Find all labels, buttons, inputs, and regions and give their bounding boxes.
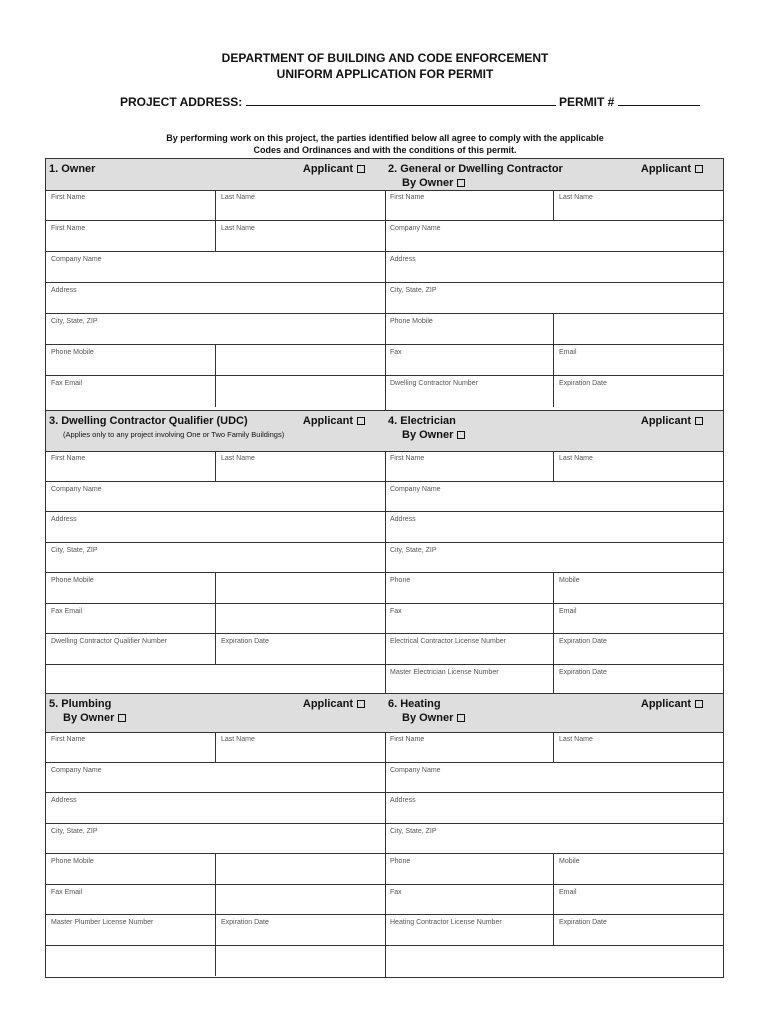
dwelling-qualifier-section: [46, 411, 386, 694]
owner-phone-mobile-field[interactable]: Phone Mobile: [46, 345, 216, 375]
general-contractor-row: [385, 376, 723, 407]
dwelling-qualifier-row: [46, 573, 385, 604]
general-contractor-row: [385, 283, 723, 314]
heating-fax-field[interactable]: Fax: [385, 885, 554, 915]
owner-fax-email-field[interactable]: Fax Email: [46, 376, 216, 407]
owner-last-name-field[interactable]: Last Name: [221, 225, 255, 232]
plumbing-fax-email-field[interactable]: Fax Email: [46, 885, 216, 915]
heating-row: [385, 763, 723, 794]
electrician-by-owner-checkbox[interactable]: [457, 431, 465, 439]
dwelling-qualifier-blank-field[interactable]: [46, 665, 385, 696]
heating-applicant-label: Applicant: [640, 698, 691, 710]
heating-by-owner-label: By Owner: [402, 712, 454, 724]
dwelling-qualifier-header: [46, 411, 385, 452]
heating-by-owner: [402, 711, 465, 725]
section-grid-1: [45, 158, 724, 411]
dwelling-qualifier-row: [46, 482, 385, 513]
section-grid-2: [45, 410, 724, 695]
heating-row: [385, 946, 723, 977]
owner-row: [46, 283, 385, 314]
section-grid-3: [45, 693, 724, 978]
heating-row: [385, 732, 723, 763]
heating-company-name-field[interactable]: Company Name: [390, 766, 441, 774]
plumbing-address-field[interactable]: Address: [51, 797, 77, 804]
general-contractor-company-name-field[interactable]: Company Name: [390, 225, 441, 232]
electrician-address-field[interactable]: Address: [390, 516, 416, 523]
plumbing-row: [46, 854, 385, 885]
general-contractor-row: [385, 252, 723, 283]
heating-by-owner-checkbox[interactable]: [457, 714, 465, 722]
plumbing-section: [46, 694, 386, 977]
dwelling-qualifier-expiration-date-field[interactable]: Expiration Date: [221, 638, 269, 645]
project-address-field[interactable]: [246, 94, 556, 106]
general-contractor-applicant-label: Applicant: [640, 163, 691, 175]
general-contractor-expiration-date-field[interactable]: Expiration Date: [559, 380, 607, 387]
heating-title: 6. Heating: [388, 698, 441, 710]
heating-expiration-date-field[interactable]: Expiration Date: [559, 919, 607, 926]
electrician-row: [385, 512, 723, 543]
owner-row: [46, 190, 385, 221]
owner-address-field[interactable]: Address: [51, 287, 77, 294]
owner-title: 1. Owner: [49, 163, 96, 175]
general-contractor-city-state-zip-field[interactable]: City, State, ZIP: [390, 287, 437, 294]
heating-blank-field[interactable]: [385, 946, 723, 977]
general-contractor-fax-field[interactable]: Fax: [385, 345, 554, 375]
dwelling-qualifier-blank-field[interactable]: [216, 573, 385, 603]
plumbing-by-owner-label: By Owner: [63, 712, 115, 724]
electrician-by-owner-label: By Owner: [402, 429, 454, 441]
owner-section: [46, 159, 386, 410]
heating-row: [385, 915, 723, 946]
form-title: DEPARTMENT OF BUILDING AND CODE ENFORCEMENT: [221, 51, 549, 65]
owner-company-name-field[interactable]: Company Name: [51, 256, 102, 263]
project-address-label: PROJECT ADDRESS:: [120, 95, 243, 109]
plumbing-row: [46, 915, 385, 946]
dwelling-qualifier-fax-email-field[interactable]: Fax Email: [46, 604, 216, 634]
form-subtitle: UNIFORM APPLICATION FOR PERMIT: [276, 67, 494, 81]
electrician-applicant-checkbox[interactable]: [695, 417, 703, 425]
owner-last-name-field[interactable]: Last Name: [221, 194, 255, 201]
project-address-line: [120, 94, 720, 109]
dwelling-qualifier-city-state-zip-field[interactable]: City, State, ZIP: [51, 546, 98, 554]
electrician-by-owner: [402, 428, 465, 442]
plumbing-by-owner: [63, 711, 126, 725]
electrician-applicant-label: Applicant: [640, 415, 691, 427]
plumbing-first-name-field[interactable]: First Name: [46, 732, 216, 762]
owner-city-state-zip-field[interactable]: City, State, ZIP: [51, 318, 98, 325]
plumbing-row: [46, 824, 385, 855]
permit-number-label: PERMIT #: [558, 95, 615, 109]
electrician-row: [385, 634, 723, 665]
owner-row: [46, 252, 385, 283]
electrician-expiration-date-field[interactable]: Expiration Date: [559, 668, 607, 676]
plumbing-city-state-zip-field[interactable]: City, State, ZIP: [51, 827, 98, 835]
plumbing-phone-mobile-field[interactable]: Phone Mobile: [46, 854, 216, 884]
owner-first-name-field[interactable]: First Name: [46, 190, 216, 220]
general-contractor-by-owner-checkbox[interactable]: [457, 179, 465, 187]
plumbing-row: [46, 732, 385, 763]
dwelling-qualifier-row: [46, 665, 385, 696]
general-contractor-blank-field[interactable]: [554, 314, 723, 344]
dwelling-qualifier-applicant-checkbox[interactable]: [357, 417, 365, 425]
general-contractor-first-name-field[interactable]: First Name: [385, 190, 554, 220]
dwelling-qualifier-note: (Applies only to any project involving One or Two Family Buildings): [63, 430, 285, 439]
general-contractor-title: 2. General or Dwelling Contractor: [388, 163, 563, 175]
plumbing-blank-field[interactable]: [46, 946, 216, 977]
plumbing-blank-field[interactable]: [216, 946, 385, 977]
heating-applicant: [641, 697, 703, 711]
electrician-fax-field[interactable]: Fax: [385, 604, 554, 634]
general-contractor-row: [385, 345, 723, 376]
owner-applicant-label: Applicant: [302, 163, 353, 175]
electrician-applicant: [641, 414, 703, 428]
plumbing-title: 5. Plumbing: [49, 698, 112, 710]
dwelling-qualifier-blank-field[interactable]: [216, 604, 385, 634]
dwelling-qualifier-company-name-field[interactable]: Company Name: [51, 485, 102, 493]
heating-heating-contractor-license-number-field[interactable]: Heating Contractor License Number: [385, 915, 554, 945]
general-contractor-dwelling-contractor-number-field[interactable]: Dwelling Contractor Number: [385, 376, 554, 407]
dwelling-qualifier-row: [46, 543, 385, 574]
dwelling-qualifier-dwelling-contractor-qualifier-number-field[interactable]: Dwelling Contractor Qualifier Number: [46, 634, 216, 664]
heating-city-state-zip-field[interactable]: City, State, ZIP: [390, 827, 437, 835]
general-contractor-header: [385, 159, 723, 191]
heating-row: [385, 885, 723, 916]
general-contractor-applicant-checkbox[interactable]: [695, 165, 703, 173]
owner-header: [46, 159, 385, 191]
electrician-row: [385, 573, 723, 604]
plumbing-expiration-date-field[interactable]: Expiration Date: [221, 919, 269, 926]
electrician-company-name-field[interactable]: Company Name: [390, 485, 441, 493]
general-contractor-by-owner-label: By Owner: [402, 177, 454, 189]
dwelling-qualifier-phone-mobile-field[interactable]: Phone Mobile: [46, 573, 216, 603]
plumbing-row: [46, 946, 385, 977]
dwelling-qualifier-row: [46, 604, 385, 635]
plumbing-blank-field[interactable]: [216, 885, 385, 915]
dwelling-qualifier-address-field[interactable]: Address: [51, 516, 77, 523]
intro-text-line1: By performing work on this project, the parties identified below all agree to comply with the applicable: [166, 133, 604, 143]
owner-row: [46, 221, 385, 252]
heating-section: [385, 694, 723, 977]
electrician-row: [385, 482, 723, 513]
plumbing-blank-field[interactable]: [216, 854, 385, 884]
electrician-mobile-field[interactable]: Mobile: [559, 577, 580, 584]
owner-first-name-field[interactable]: First Name: [46, 221, 216, 251]
electrician-header: [385, 411, 723, 452]
owner-row: [46, 345, 385, 376]
plumbing-last-name-field[interactable]: Last Name: [221, 736, 255, 743]
general-contractor-applicant: [641, 162, 703, 176]
general-contractor-phone-mobile-field[interactable]: Phone Mobile: [385, 314, 554, 344]
general-contractor-by-owner: [402, 176, 465, 190]
general-contractor-row: [385, 190, 723, 221]
plumbing-applicant: [303, 697, 365, 711]
general-contractor-address-field[interactable]: Address: [390, 256, 416, 263]
plumbing-master-plumber-license-number-field[interactable]: Master Plumber License Number: [46, 915, 216, 945]
electrician-row: [385, 665, 723, 696]
heating-address-field[interactable]: Address: [390, 797, 416, 804]
electrician-row: [385, 451, 723, 482]
dwelling-qualifier-row: [46, 512, 385, 543]
electrician-email-field[interactable]: Email: [559, 607, 577, 615]
plumbing-by-owner-checkbox[interactable]: [118, 714, 126, 722]
owner-applicant-checkbox[interactable]: [357, 165, 365, 173]
electrician-last-name-field[interactable]: Last Name: [559, 455, 593, 462]
owner-row: [46, 314, 385, 345]
electrician-master-electrician-license-number-field[interactable]: Master Electrician License Number: [385, 665, 554, 696]
heating-row: [385, 824, 723, 855]
dwelling-qualifier-first-name-field[interactable]: First Name: [46, 451, 216, 481]
electrician-phone-field[interactable]: Phone: [385, 573, 554, 603]
dwelling-qualifier-applicant-label: Applicant: [302, 415, 353, 427]
electrician-city-state-zip-field[interactable]: City, State, ZIP: [390, 546, 437, 554]
dwelling-qualifier-row: [46, 451, 385, 482]
general-contractor-last-name-field[interactable]: Last Name: [559, 194, 593, 201]
electrician-first-name-field[interactable]: First Name: [385, 451, 554, 481]
electrician-title: 4. Electrician: [388, 415, 456, 427]
dwelling-qualifier-title: 3. Dwelling Contractor Qualifier (UDC): [49, 415, 248, 427]
heating-mobile-field[interactable]: Mobile: [559, 858, 580, 865]
dwelling-qualifier-last-name-field[interactable]: Last Name: [221, 455, 255, 462]
electrician-section: [385, 411, 723, 694]
plumbing-header: [46, 694, 385, 733]
heating-applicant-checkbox[interactable]: [695, 700, 703, 708]
plumbing-row: [46, 793, 385, 824]
dwelling-qualifier-applicant: [303, 414, 365, 428]
plumbing-row: [46, 763, 385, 794]
intro-text-line2: Codes and Ordinances and with the conditions of this permit.: [253, 145, 517, 155]
heating-row: [385, 793, 723, 824]
general-contractor-email-field[interactable]: Email: [559, 349, 577, 356]
heating-phone-field[interactable]: Phone: [385, 854, 554, 884]
heating-row: [385, 854, 723, 885]
plumbing-applicant-checkbox[interactable]: [357, 700, 365, 708]
owner-blank-field[interactable]: [216, 376, 385, 407]
general-contractor-section: [385, 159, 723, 410]
heating-email-field[interactable]: Email: [559, 888, 577, 896]
electrician-row: [385, 543, 723, 574]
heating-first-name-field[interactable]: First Name: [385, 732, 554, 762]
owner-applicant: [303, 162, 365, 176]
electrician-expiration-date-field[interactable]: Expiration Date: [559, 638, 607, 645]
general-contractor-row: [385, 314, 723, 345]
owner-blank-field[interactable]: [216, 345, 385, 375]
plumbing-row: [46, 885, 385, 916]
heating-header: [385, 694, 723, 733]
owner-row: [46, 376, 385, 407]
electrician-row: [385, 604, 723, 635]
heating-last-name-field[interactable]: Last Name: [559, 736, 593, 743]
general-contractor-row: [385, 221, 723, 252]
electrician-electrical-contractor-license-number-field[interactable]: Electrical Contractor License Number: [385, 634, 554, 664]
permit-number-field[interactable]: [618, 94, 700, 106]
plumbing-applicant-label: Applicant: [302, 698, 353, 710]
dwelling-qualifier-row: [46, 634, 385, 665]
plumbing-company-name-field[interactable]: Company Name: [51, 766, 102, 774]
